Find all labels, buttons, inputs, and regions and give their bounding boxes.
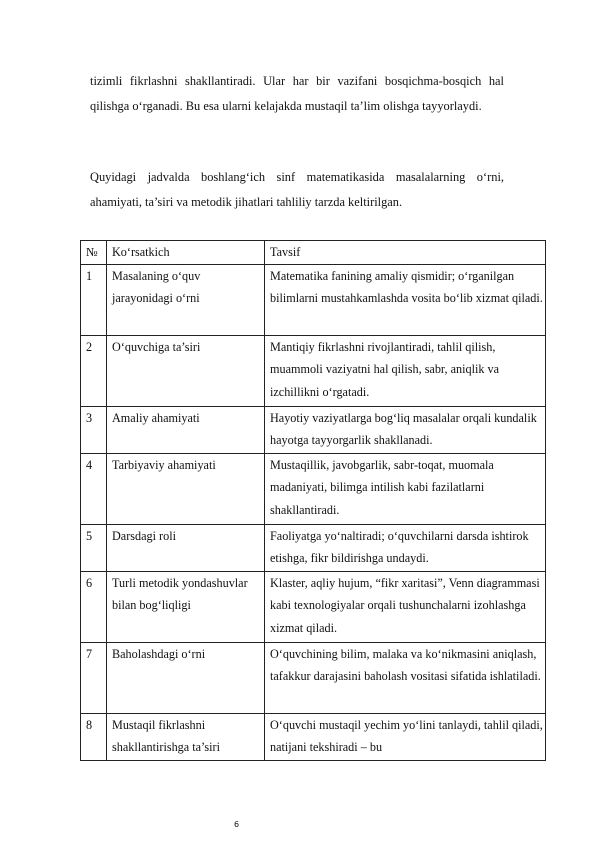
table-row: [81, 264, 546, 335]
table-row: [81, 453, 546, 524]
row-description: Matematika fanining amaliy qismidir; o‘rganilgan bilimlarni mustahkamlashda vosita bo‘lib xizmat qiladi.: [265, 264, 546, 335]
row-indicator: Masalaning o‘quv jarayonidagi o‘rni: [107, 264, 265, 335]
table-intro-paragraph: Quyidagi jadvalda boshlang‘ich sinf matematikasida masalalarning o‘rni, ahamiyati, ta’siri va metodik jihatlari tahliliy tarzda keltirilgan.: [90, 170, 504, 209]
header-description: Tavsif: [265, 241, 546, 265]
row-number: 6: [81, 571, 107, 642]
row-description: Klaster, aqliy hujum, “fikr xaritasi”, Venn diagrammasi kabi texnologiyalar orqali tushunchalarni izohlashga xizmat qiladi.: [265, 571, 546, 642]
row-indicator: Turli metodik yondashuvlar bilan bog‘liqligi: [107, 571, 265, 642]
intro-paragraph: tizimli fikrlashni shakllantiradi. Ular har bir vazifani bosqichma-bosqich hal qilishga o‘rganadi. Bu esa ularni kelajakda mustaqil ta’lim olishga tayyorlaydi.: [90, 74, 504, 113]
row-number: 8: [81, 713, 107, 760]
row-indicator: Mustaqil fikrlashni shakllantirishga ta’siri: [107, 713, 265, 760]
row-indicator: Tarbiyaviy ahamiyati: [107, 453, 265, 524]
header-number: №: [81, 241, 107, 265]
table-row: [81, 713, 546, 760]
row-description: Faoliyatga yo‘naltiradi; o‘quvchilarni darsda ishtirok etishga, fikr bildirishga undaydi.: [265, 524, 546, 571]
row-number: 4: [81, 453, 107, 524]
row-description: Hayotiy vaziyatlarga bog‘liq masalalar orqali kundalik hayotga tayyorgarlik shakllanadi.: [265, 406, 546, 453]
analysis-table: [80, 240, 546, 761]
row-description: Mustaqillik, javobgarlik, sabr-toqat, muomala madaniyati, bilimga intilish kabi fazilatlarni shakllantiradi.: [265, 453, 546, 524]
row-number: 7: [81, 642, 107, 713]
row-number: 5: [81, 524, 107, 571]
table-row: [81, 335, 546, 406]
row-description: O‘quvchining bilim, malaka va ko‘nikmasini aniqlash, tafakkur darajasini baholash vositasi sifatida ishlatiladi.: [265, 642, 546, 713]
row-indicator: Baholashdagi o‘rni: [107, 642, 265, 713]
row-indicator: Amaliy ahamiyati: [107, 406, 265, 453]
table-row: [81, 642, 546, 713]
table-header-row: [81, 241, 546, 265]
row-number: 2: [81, 335, 107, 406]
table-row: [81, 571, 546, 642]
row-number: 1: [81, 264, 107, 335]
table-row: [81, 524, 546, 571]
row-description: O‘quvchi mustaqil yechim yo‘lini tanlaydi, tahlil qiladi, natijani tekshiradi – bu: [265, 713, 546, 760]
page-number: 6: [234, 820, 240, 829]
row-indicator: Darsdagi roli: [107, 524, 265, 571]
row-number: 3: [81, 406, 107, 453]
header-indicator: Ko‘rsatkich: [107, 241, 265, 265]
row-description: Mantiqiy fikrlashni rivojlantiradi, tahlil qilish, muammoli vaziyatni hal qilish, sabr, aniqlik va izchillikni o‘rgatadi.: [265, 335, 546, 406]
row-indicator: O‘quvchiga ta’siri: [107, 335, 265, 406]
table-row: [81, 406, 546, 453]
